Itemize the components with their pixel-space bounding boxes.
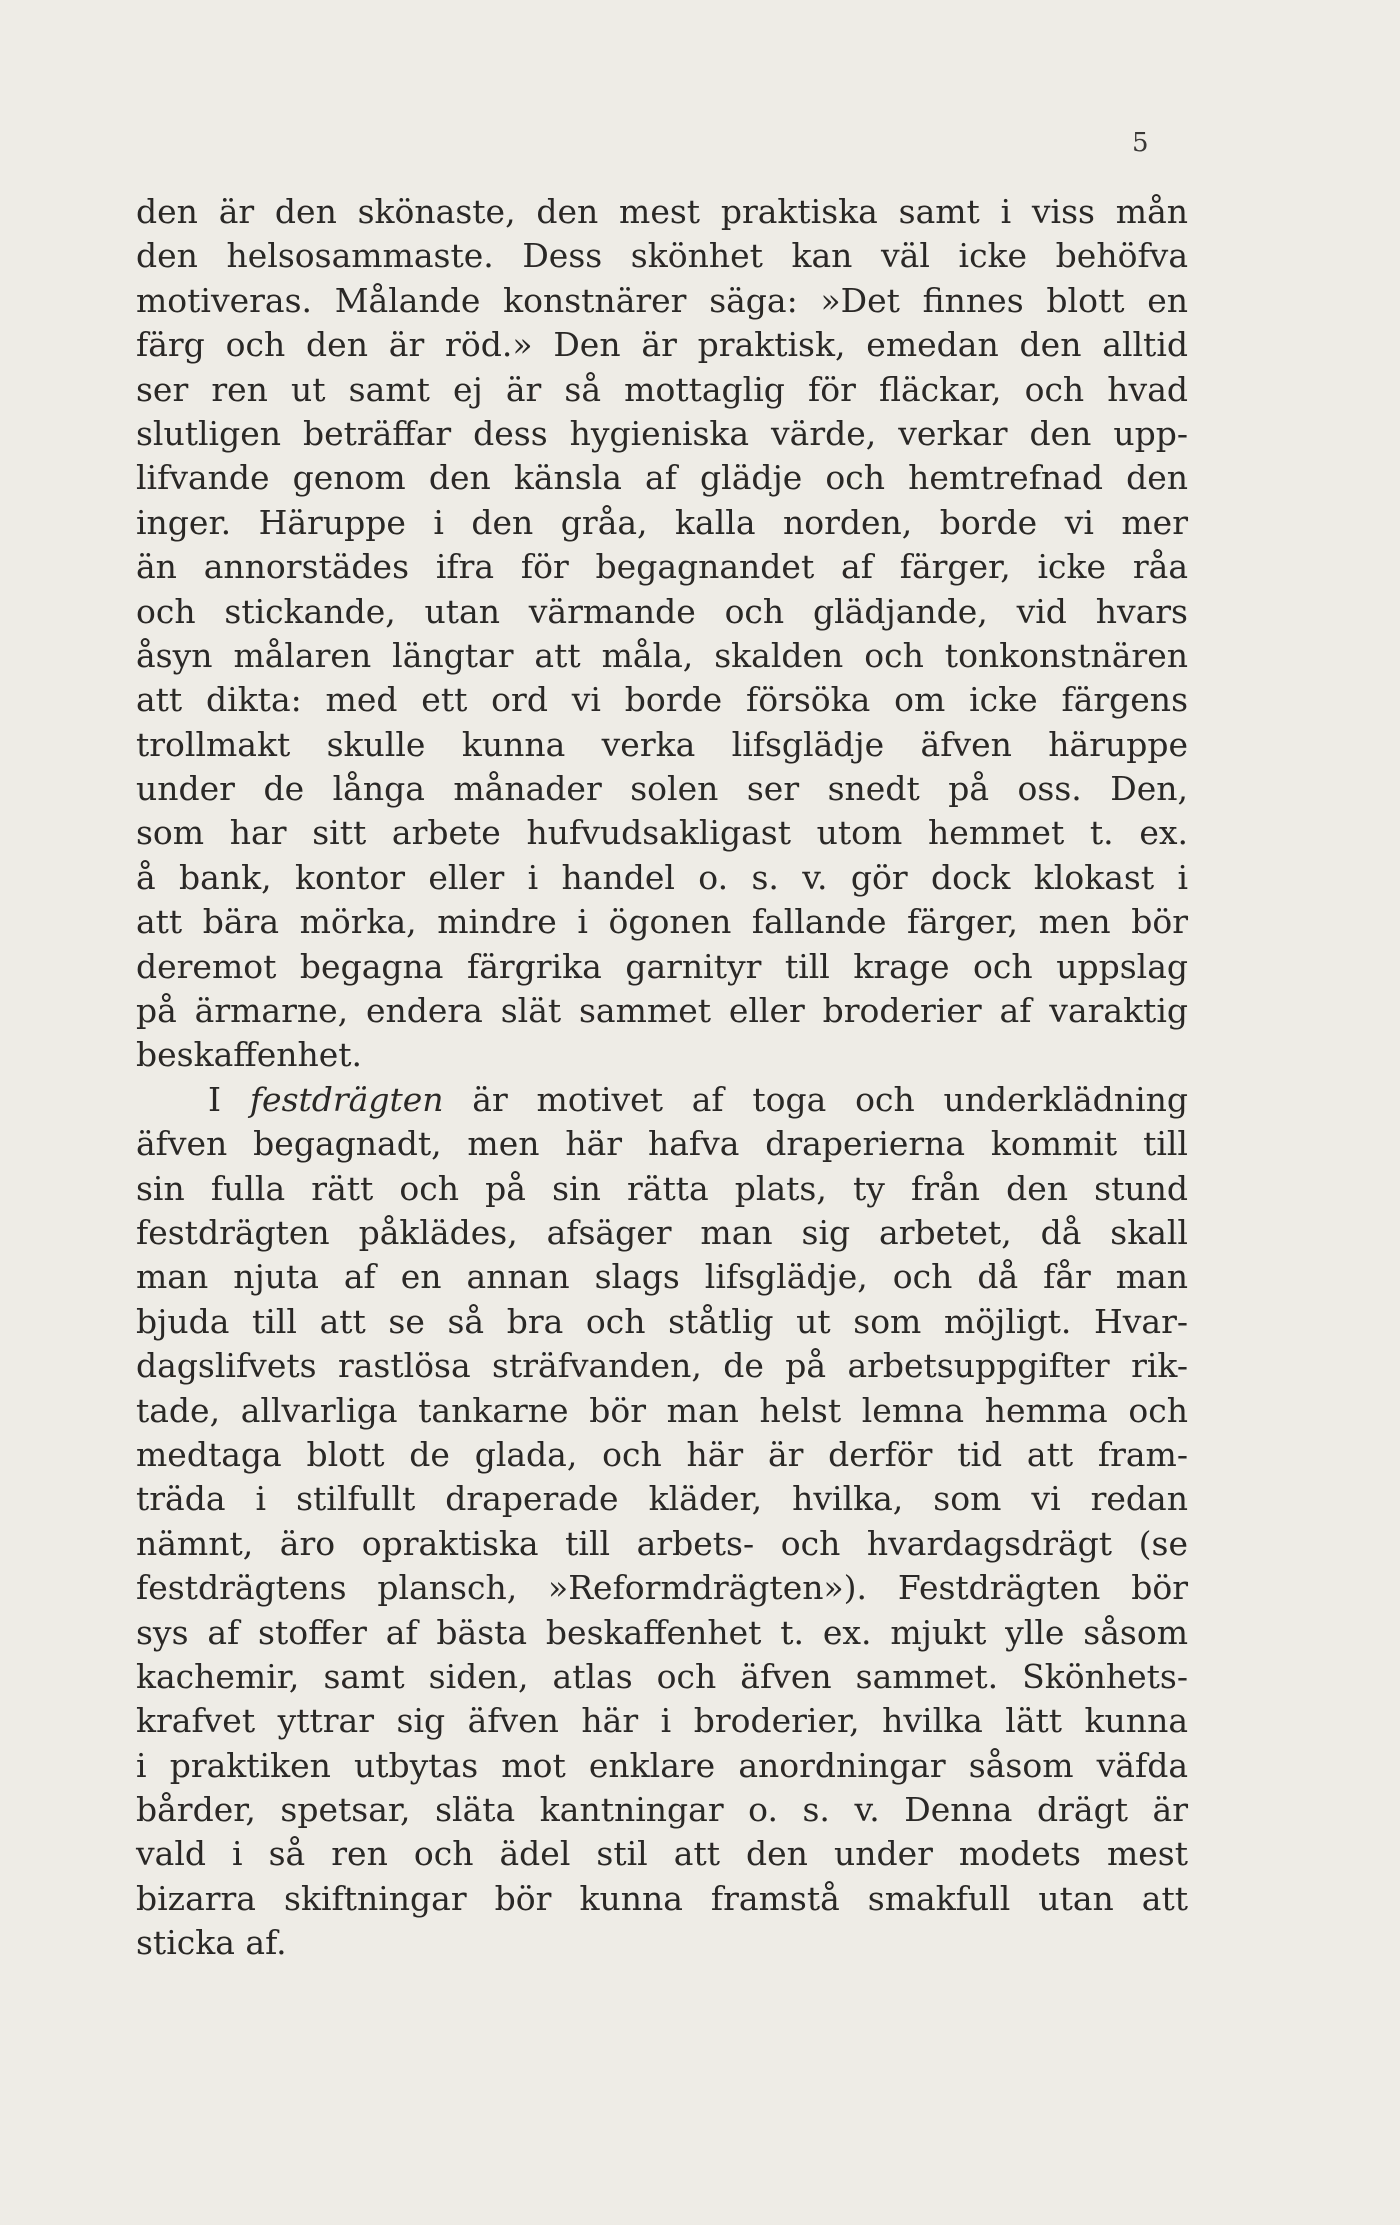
text-line-first	[136, 1078, 1188, 1122]
text-line: bårder, spetsar, släta kantningar o. s. v. Denna drägt är	[136, 1790, 1188, 1830]
text-line: bizarra skiftningar bör kunna framstå smakfull utan att	[136, 1878, 1188, 1918]
text-line: festdrägtens plansch, »Reformdrägten»). Festdrägten bör	[136, 1568, 1188, 1608]
text-line: medtaga blott de glada, och här är derför tid att fram-	[136, 1434, 1188, 1474]
paragraph-2	[136, 1078, 1188, 1966]
text-line: att bära mörka, mindre i ögonen fallande färger, men bör	[136, 902, 1188, 942]
text-line: i praktiken utbytas mot enklare anordningar såsom väfda	[136, 1745, 1188, 1785]
line-prefix: I	[208, 1079, 250, 1119]
text-line: lifvande genom den känsla af glädje och hemtrefnad den	[136, 458, 1188, 498]
text-line: krafvet yttrar sig äfven här i broderier, hvilka lätt kunna	[136, 1701, 1188, 1741]
text-line: dagslifvets rastlösa sträfvanden, de på arbetsuppgifter rik-	[136, 1346, 1188, 1386]
text-line: kachemir, samt siden, atlas och äfven sammet. Skönhets-	[136, 1656, 1188, 1696]
text-line: sin fulla rätt och på sin rätta plats, ty från den stund	[136, 1168, 1188, 1208]
text-line: vald i så ren och ädel stil att den under modets mest	[136, 1834, 1188, 1874]
text-line: den helsosammaste. Dess skönhet kan väl icke behöfva	[136, 236, 1188, 276]
text-line: att dikta: med ett ord vi borde försöka om icke färgens	[136, 680, 1188, 720]
page-number: 5	[1132, 128, 1149, 158]
text-line: åsyn målaren längtar att måla, skalden och tonkonstnären	[136, 635, 1188, 675]
body-text	[136, 190, 1188, 1966]
text-line: nämnt, äro opraktiska till arbets- och hvardagsdrägt (se	[136, 1523, 1188, 1563]
paragraph-1	[136, 190, 1188, 1078]
text-line: slutligen beträffar dess hygieniska värde, verkar den upp-	[136, 413, 1188, 453]
text-line: deremot begagna färgrika garnityr till krage och uppslag	[136, 946, 1188, 986]
text-line: än annorstädes ifra för begagnandet af färger, icke råa	[136, 547, 1188, 587]
text-line: sys af stoffer af bästa beskaffenhet t. ex. mjukt ylle såsom	[136, 1612, 1188, 1652]
text-line: den är den skönaste, den mest praktiska samt i viss mån	[136, 192, 1188, 231]
text-line: inger. Häruppe i den gråa, kalla norden, borde vi mer	[136, 502, 1188, 542]
text-line: ser ren ut samt ej är så mottaglig för fläckar, och hvad	[136, 369, 1188, 409]
text-line: träda i stilfullt draperade kläder, hvilka, som vi redan	[136, 1479, 1188, 1519]
text-line: färg och den är röd.» Den är praktisk, emedan den alltid	[136, 325, 1188, 365]
text-line: som har sitt arbete hufvudsakligast utom hemmet t. ex.	[136, 813, 1188, 853]
text-line: bjuda till att se så bra och ståtlig ut som möjligt. Hvar-	[136, 1301, 1188, 1341]
text-line: å bank, kontor eller i handel o. s. v. gör dock klokast i	[136, 857, 1188, 897]
italic-term: festdrägten	[249, 1079, 444, 1119]
text-line: motiveras. Målande konstnärer säga: »Det finnes blott en	[136, 280, 1188, 320]
text-line: festdrägten påklädes, afsäger man sig arbetet, då skall	[136, 1212, 1188, 1252]
text-line: och stickande, utan värmande och glädjande, vid hvars	[136, 591, 1188, 631]
text-line: man njuta af en annan slags lifsglädje, och då får man	[136, 1257, 1188, 1297]
text-line: sticka af.	[136, 1923, 287, 1963]
text-line: trollmakt skulle kunna verka lifsglädje äfven häruppe	[136, 724, 1188, 764]
text-line: under de långa månader solen ser snedt på oss. Den,	[136, 769, 1188, 809]
text-line: tade, allvarliga tankarne bör man helst lemna hemma och	[136, 1390, 1188, 1430]
text-line: på ärmarne, endera slät sammet eller broderier af varaktig	[136, 991, 1188, 1031]
text-line: beskaffenhet.	[136, 1035, 363, 1075]
text-line: äfven begagnadt, men här hafva draperierna kommit till	[136, 1124, 1188, 1164]
line-suffix: är motivet af toga och underklädning	[443, 1079, 1188, 1119]
